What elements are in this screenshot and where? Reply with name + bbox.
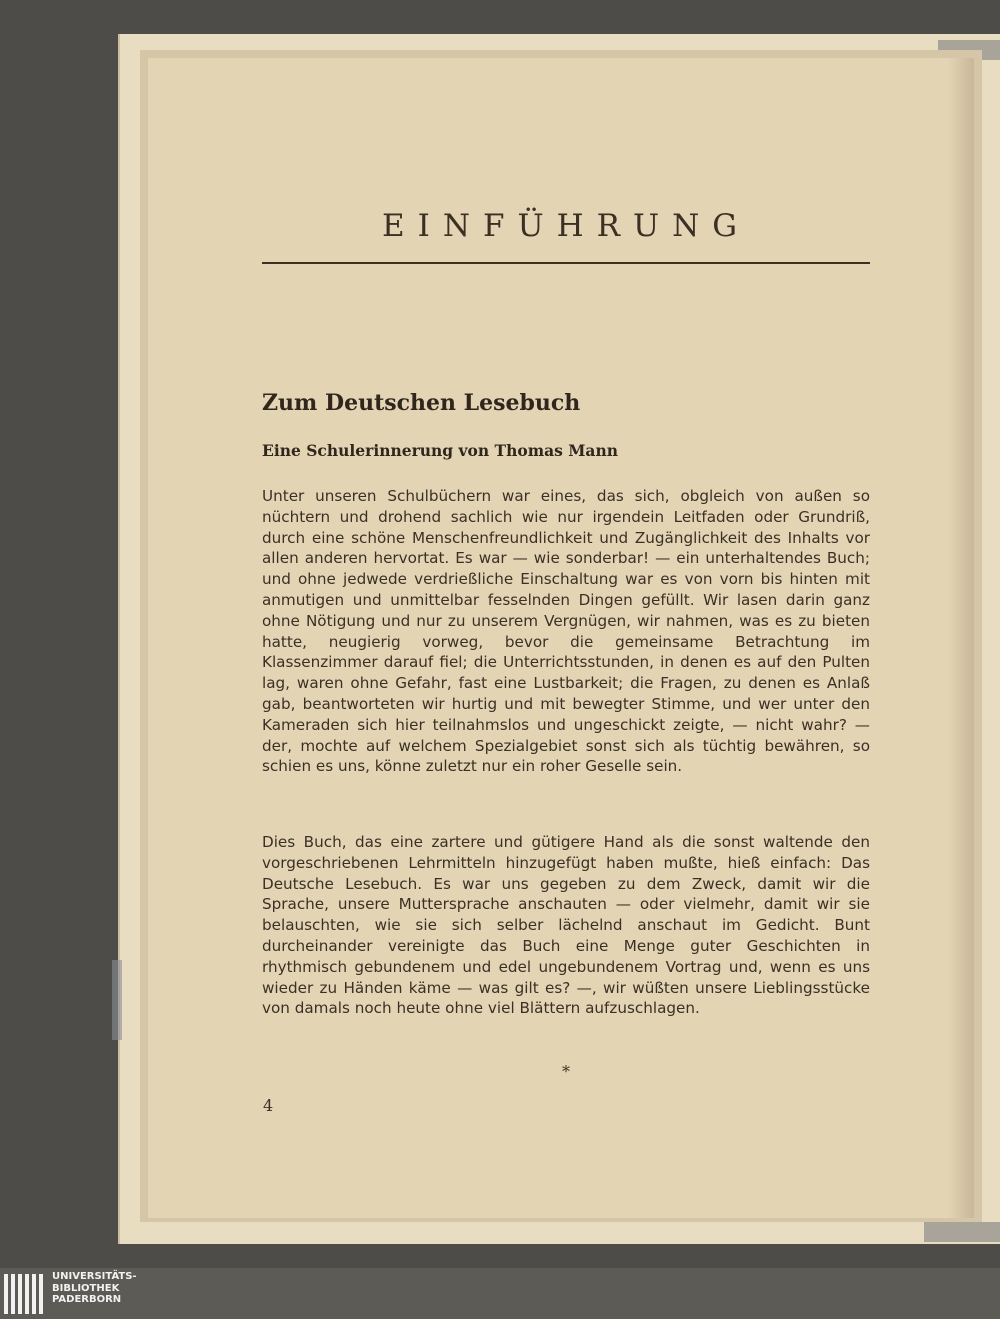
section-separator: * bbox=[562, 1062, 570, 1081]
logo-line-3: PADERBORN bbox=[52, 1294, 122, 1305]
library-logo-icon bbox=[4, 1274, 44, 1314]
section-subtitle: Eine Schulerinnerung von Thomas Mann bbox=[262, 441, 619, 460]
library-logo-text bbox=[52, 1271, 137, 1306]
page-number: 4 bbox=[263, 1096, 274, 1115]
body-paragraph-1: Unter unseren Schulbüchern war eines, das sich, obgleich von außen so nüchtern und drohend sachlich wie nur irgendein Leitfaden oder Grundriß, durch eine schöne Menschenfreundlichkeit und Zugänglichkeit des Inhalts vor allen anderen hervortat. Es war — wie sonderbar! — ein unterhaltendes Buch; und ohne jedwede verdrießliche Einschaltung war es von vorn bis hinten mit anmutigen und unmittelbar fesselnden Dingen gefüllt. Wir lasen darin ganz ohne Nötigung und nur zu unserem Vergnügen, wir nahmen, was es zu bieten hatte, neugierig vorweg, bevor die gemeinsame Betrachtung im Klassenzimmer darauf fiel; die Unterrichtsstunden, in denen es auf den Pulten lag, waren ohne Gefahr, fast eine Lustbarkeit; die Fragen, zu denen es Anlaß gab, beantworteten wir hurtig und mit bewegter Stimme, und wer unter den Kameraden sich hier teilnahmslos und ungeschickt zeigte, — nicht wahr? — der, mochte auf welchem Spezialgebiet sonst sich als tüchtig bewähren, so schien es uns, könne zuletzt nur ein roher Geselle sein. bbox=[262, 487, 870, 776]
section-title: Zum Deutschen Lesebuch bbox=[262, 390, 581, 416]
library-logo-bar bbox=[0, 1268, 1000, 1319]
logo-line-2: BIBLIOTHEK bbox=[52, 1282, 120, 1294]
heading-rule bbox=[262, 262, 870, 264]
logo-line-1: UNIVERSITÄTS- bbox=[52, 1271, 137, 1282]
page-edge-shadow bbox=[948, 58, 974, 1218]
binding-tape-bottom bbox=[924, 1222, 1000, 1242]
body-paragraph-2: Dies Buch, das eine zartere und gütigere Hand als die sonst waltende den vorgeschriebenen Lehrmitteln hinzugefügt haben mußte, hieß einfach: Das Deutsche Lesebuch. Es war uns gegeben zu dem Zweck, damit wir die Sprache, unsere Muttersprache anschauten — oder vielmehr, damit wir sie belauschten, wie sie sich selber lächelnd anschaut im Gedicht. Bunt durcheinander vereinigte das Buch eine Menge guter Geschichten in rhythmisch gebundenem und edel ungebundenem Vortrag und, wenn es uns wieder zu Händen käme — was gilt es? —, wir wüßten unsere Lieblingsstücke von damals noch heute ohne viel Blättern aufzuschlagen. bbox=[262, 833, 870, 1018]
chapter-heading: EINFÜHRUNG bbox=[381, 208, 751, 244]
spine-strip bbox=[112, 960, 122, 1040]
